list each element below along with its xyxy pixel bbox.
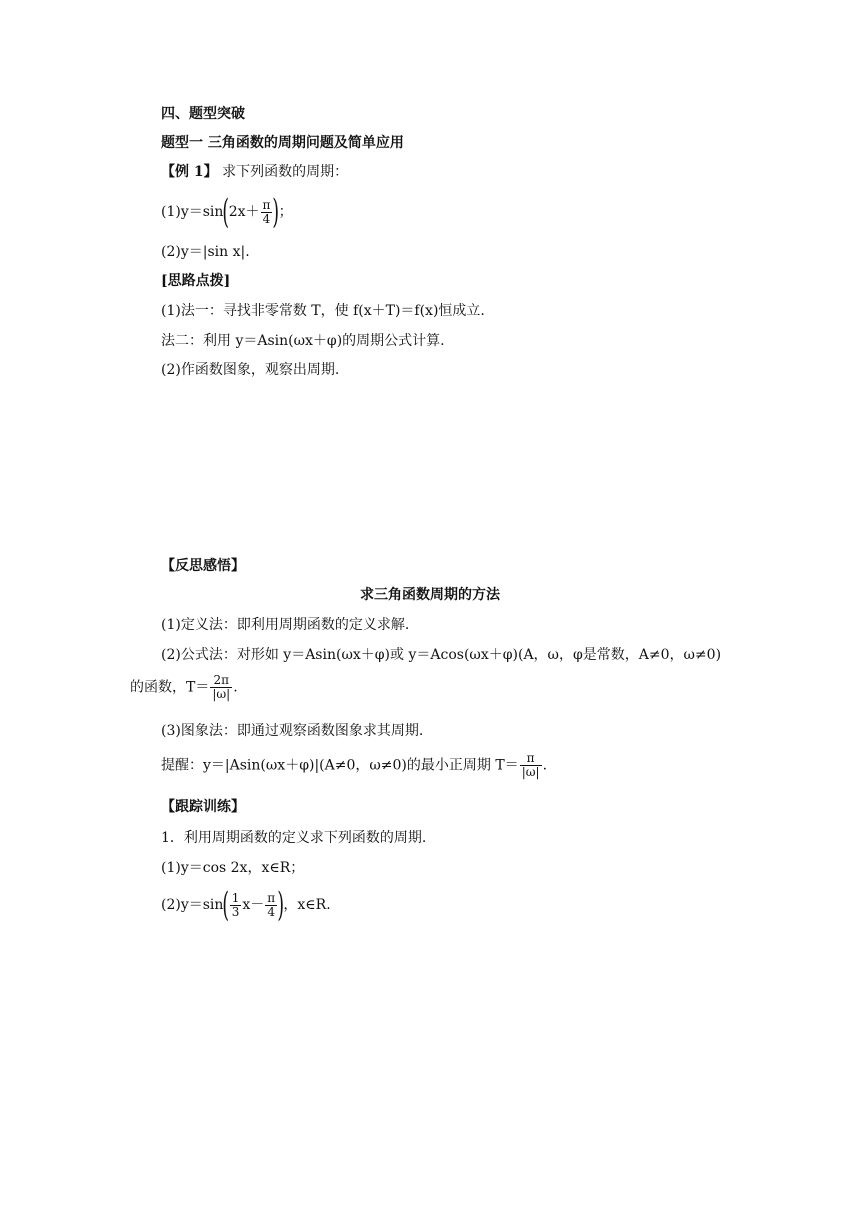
ex1-inner: 2x＋ bbox=[228, 204, 260, 220]
left-paren: ( bbox=[222, 192, 230, 232]
ex1-suffix: ； bbox=[278, 204, 293, 220]
ex1-prefix: (1)y＝sin bbox=[161, 204, 224, 220]
method-2b: 的函数，T＝ $\frac{2\pi}{|\omega|}$ . bbox=[130, 673, 238, 701]
practice-q1b: (2)y＝sin( $\frac{1}{3}$ x－ $\frac{\pi}{4}$ )，x∈R. bbox=[161, 885, 331, 925]
practice-q1a: (1)y＝cos 2x，x∈R； bbox=[161, 860, 305, 876]
type-title: 题型一 三角函数的周期问题及简单应用 bbox=[161, 135, 404, 151]
right-paren: ) bbox=[277, 885, 285, 925]
method-1: (1)定义法：即利用周期函数的定义求解. bbox=[161, 617, 410, 633]
left-paren: ( bbox=[222, 885, 230, 925]
hint-1: (1)法一：寻找非零常数 T，使 f(x＋T)＝f(x)恒成立. bbox=[161, 303, 485, 319]
practice-label: 【跟踪训练】 bbox=[161, 799, 245, 815]
example-line bbox=[161, 163, 348, 181]
q1b-fraction-1: $\frac{1}{3}$ bbox=[231, 890, 240, 919]
example-item-1 bbox=[161, 192, 293, 232]
reminder-fraction: $\frac{\pi}{|\omega|}$ bbox=[521, 751, 540, 779]
right-paren: ) bbox=[272, 192, 280, 232]
method-2a: (2)公式法：对形如 y＝Asin(ωx＋φ)或 y＝Acos(ωx＋φ)(A，ω，φ是常数，A≠0，ω≠0) bbox=[161, 647, 722, 663]
reflection-title: 求三角函数周期的方法 bbox=[360, 587, 500, 603]
practice-q1: 1．利用周期函数的定义求下列函数的周期. bbox=[161, 830, 427, 846]
method-3: (3)图象法：即通过观察函数图象求其周期. bbox=[161, 723, 424, 739]
reminder: 提醒：y＝|Asin(ωx＋φ)|(A≠0，ω≠0)的最小正周期 T＝ $\frac{\pi}{|\omega|}$ . bbox=[161, 751, 548, 779]
hint-2: 法二：利用 y＝Asin(ωx＋φ)的周期公式计算. bbox=[161, 333, 445, 349]
ex1-fraction: $\frac{\pi}{4}$ bbox=[262, 197, 271, 226]
period-fraction: $\frac{2\pi}{|\omega|}$ bbox=[212, 673, 231, 701]
example-item-2: (2)y＝|sin x|. bbox=[161, 244, 250, 260]
q1b-fraction-2: $\frac{\pi}{4}$ bbox=[267, 890, 276, 919]
hint-label: [思路点拨] bbox=[161, 273, 231, 289]
example-prompt: 求下列函数的周期： bbox=[217, 164, 349, 180]
section-heading: 四、题型突破 bbox=[161, 106, 245, 122]
example-label: 【例 1】 bbox=[161, 164, 218, 180]
hint-3: (2)作函数图象，观察出周期. bbox=[161, 362, 340, 378]
reflection-label: 【反思感悟】 bbox=[161, 558, 245, 574]
